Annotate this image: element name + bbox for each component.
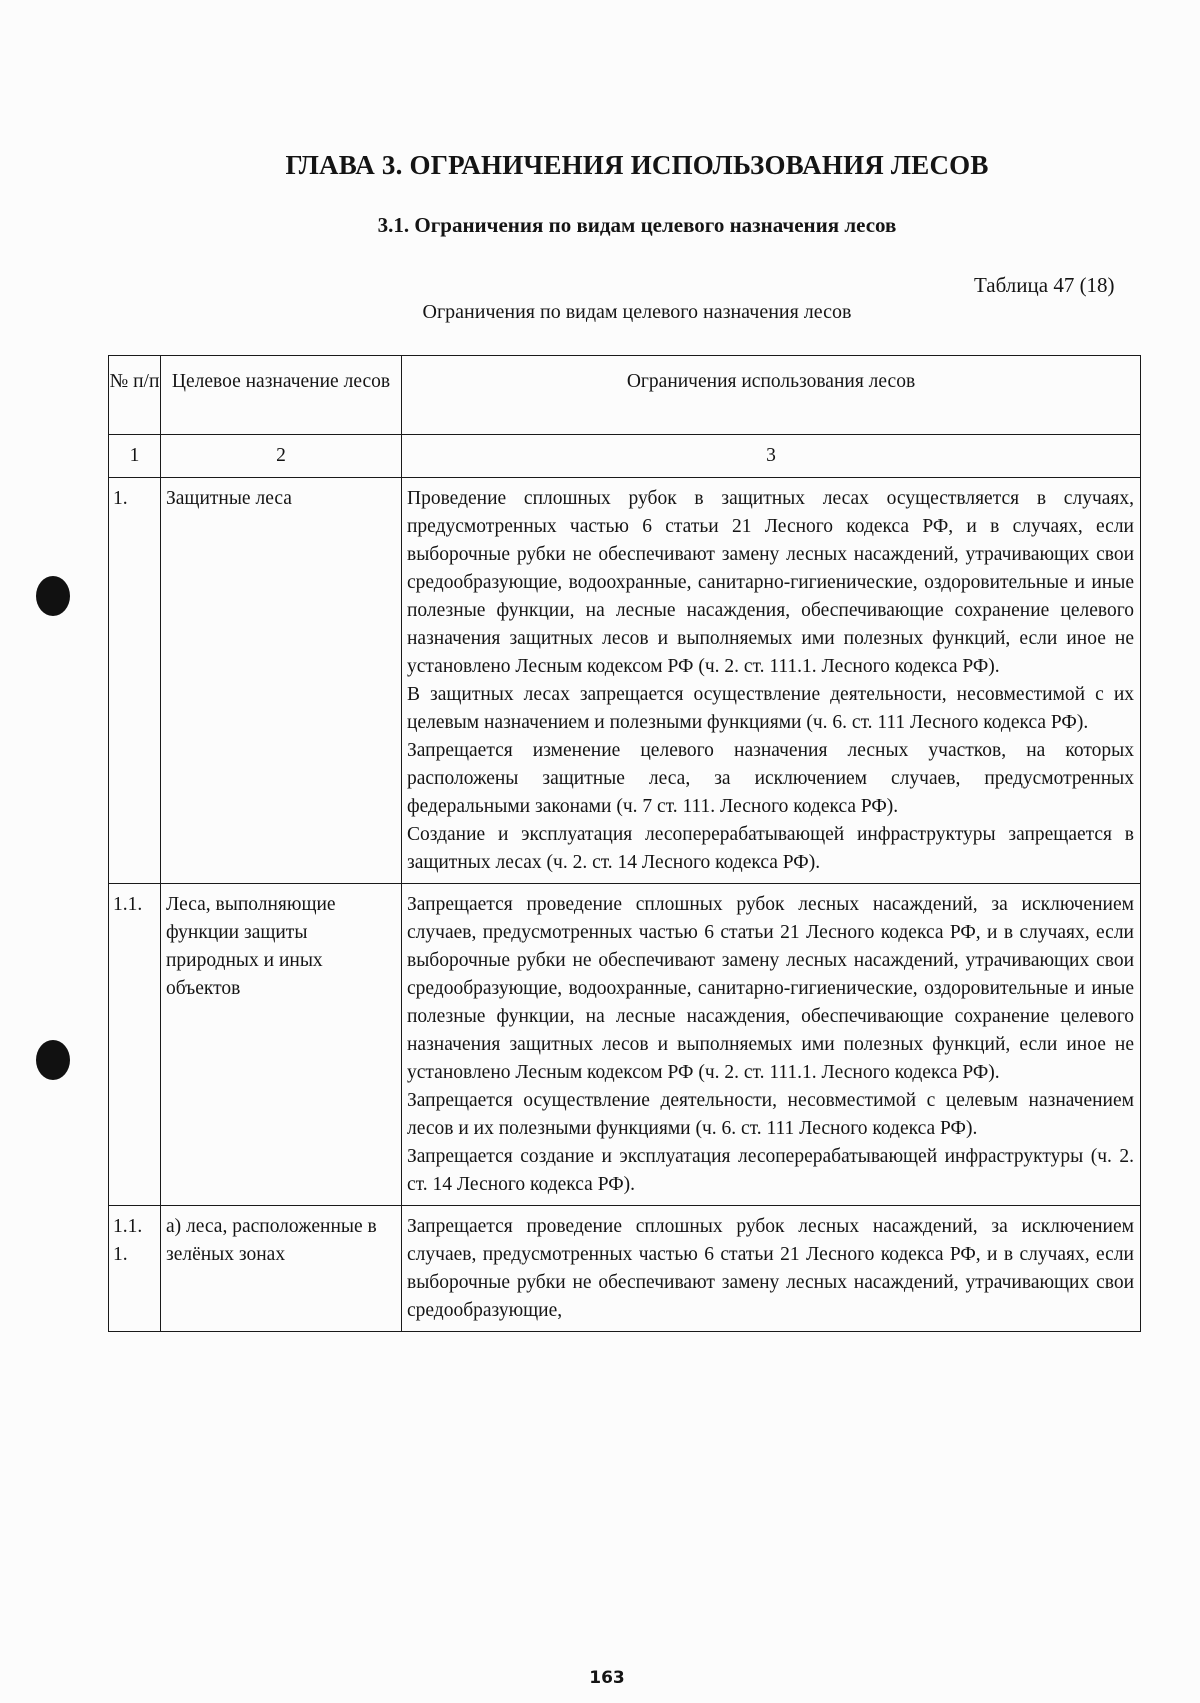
restriction-paragraph: В защитных лесах запрещается осуществление деятельности, несовместимой с их целевым назначением и полезными функциями (ч. 6. ст. 111 Лесного кодекса РФ). bbox=[407, 684, 1134, 733]
column-number: 3 bbox=[402, 435, 1141, 478]
row-number: 1. bbox=[109, 478, 161, 884]
table-row bbox=[109, 884, 1141, 1206]
binder-hole-punch-1 bbox=[36, 576, 70, 616]
header-no: № п/п bbox=[109, 356, 161, 435]
restriction-paragraph: Запрещается осуществление деятельности, несовместимой с целевым назначением лесов и их полезными функциями (ч. 6. ст. 111 Лесного кодекса РФ). bbox=[407, 1090, 1134, 1139]
restriction-paragraph: Запрещается проведение сплошных рубок лесных насаждений, за исключением случаев, предусмотренных частью 6 статьи 21 Лесного кодекса РФ, и в случаях, если выборочные рубки не обеспечивают замену лесных насаждений, утрачивающих свои средообразующие, bbox=[407, 1216, 1134, 1321]
table-row bbox=[109, 478, 1141, 884]
restriction-paragraph: Запрещается изменение целевого назначения лесных участков, на которых расположены защитные леса, за исключением случаев, предусмотренных федеральными законами (ч. 7 ст. 111. Лесного кодекса РФ). bbox=[407, 740, 1134, 817]
restrictions-table bbox=[108, 355, 1141, 1332]
table-number: Таблица 47 (18) bbox=[974, 273, 1115, 297]
row-purpose: Леса, выполняющие функции защиты природных и иных объектов bbox=[161, 884, 402, 1206]
restriction-paragraph: Запрещается проведение сплошных рубок лесных насаждений, за исключением случаев, предусмотренных частью 6 статьи 21 Лесного кодекса РФ, и в случаях, если выборочные рубки не обеспечивают замену лесных насаждений, утрачивающих свои средообразующие, водоохранные, санитарно-гигиенические, оздоровительные и иные полезные функции, на лесные насаждения, обеспечивающие сохранение целевого назначения защитных лесов и выполняемых ими полезных функций, если иное не установлено Лесным кодексом РФ (ч. 2. ст. 111.1. Лесного кодекса РФ). bbox=[407, 894, 1134, 1083]
table-header-row bbox=[109, 356, 1141, 435]
table-caption: Ограничения по видам целевого назначения лесов bbox=[422, 301, 852, 323]
header-purpose: Целевое назначение лесов bbox=[161, 356, 402, 435]
row-restrictions bbox=[402, 1206, 1141, 1332]
binder-hole-punch-2 bbox=[36, 1040, 70, 1080]
row-restrictions bbox=[402, 478, 1141, 884]
table-row bbox=[109, 1206, 1141, 1332]
column-number-row bbox=[109, 435, 1141, 478]
restriction-paragraph: Запрещается создание и эксплуатация лесоперерабатывающей инфраструктуры (ч. 2. ст. 14 Лесного кодекса РФ). bbox=[407, 1146, 1134, 1195]
section-title: 3.1. Ограничения по видам целевого назначения лесов bbox=[377, 213, 897, 237]
column-number: 2 bbox=[161, 435, 402, 478]
row-purpose: а) леса, расположенные в зелёных зонах bbox=[161, 1206, 402, 1332]
restriction-paragraph: Проведение сплошных рубок в защитных лесах осуществляется в случаях, предусмотренных частью 6 статьи 21 Лесного кодекса РФ, и в случаях, если выборочные рубки не обеспечивают замену лесных насаждений, утрачивающих свои средообразующие, водоохранные, санитарно-гигиенические, оздоровительные и иные полезные функции, на лесные насаждения, обеспечивающие сохранение целевого назначения защитных лесов и выполняемых ими полезных функций, если иное не установлено Лесным кодексом РФ (ч. 2. ст. 111.1. Лесного кодекса РФ). bbox=[407, 488, 1134, 677]
header-restrictions: Ограничения использования лесов bbox=[402, 356, 1141, 435]
page-number: 163 bbox=[589, 1668, 625, 1688]
row-number: 1.1. bbox=[109, 884, 161, 1206]
restriction-paragraph: Создание и эксплуатация лесоперерабатывающей инфраструктуры запрещается в защитных лесах (ч. 2. ст. 14 Лесного кодекса РФ). bbox=[407, 824, 1134, 873]
chapter-title: ГЛАВА 3. ОГРАНИЧЕНИЯ ИСПОЛЬЗОВАНИЯ ЛЕСОВ bbox=[285, 150, 989, 180]
row-purpose: Защитные леса bbox=[161, 478, 402, 884]
column-number: 1 bbox=[109, 435, 161, 478]
row-number: 1.1. 1. bbox=[109, 1206, 161, 1332]
row-restrictions bbox=[402, 884, 1141, 1206]
